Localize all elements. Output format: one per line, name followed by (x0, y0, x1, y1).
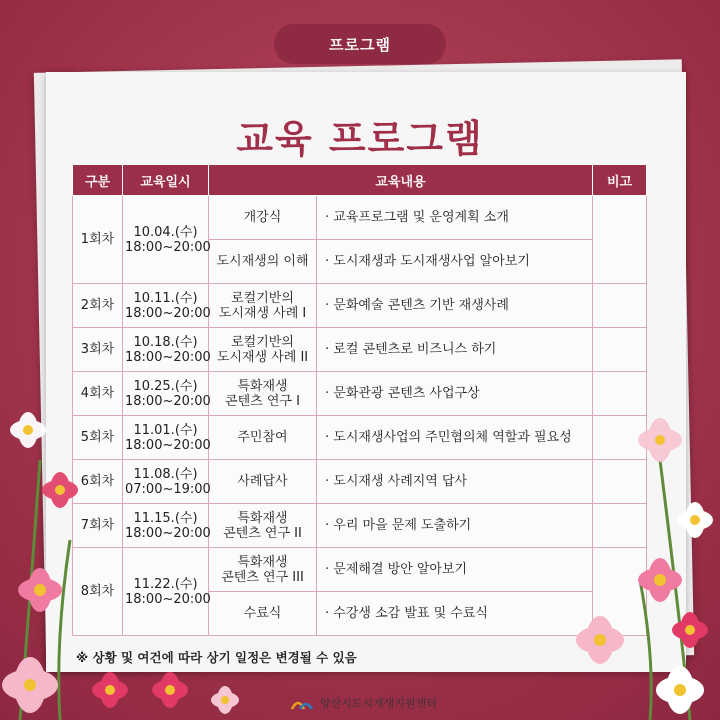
flower-decoration-right-icon (540, 400, 720, 720)
table-row (73, 328, 647, 372)
category-badge: 프로그램 (274, 24, 446, 64)
topic-cell: 수료식 (209, 592, 317, 636)
topic-cell: 주민참여 (209, 416, 317, 460)
date-cell: 11.22.(수) 18:00~20:00 (123, 548, 209, 636)
page-title: 교육 프로그램 (236, 117, 484, 161)
topic-cell: 특화재생 콘텐츠 연구 I (209, 372, 317, 416)
session-cell: 7회차 (73, 504, 123, 548)
session-cell: 2회차 (73, 284, 123, 328)
table-header-row (73, 165, 647, 196)
notice-text: ※ 상황 및 여건에 따라 상기 일정은 변경될 수 있음 (76, 650, 357, 665)
session-cell: 3회차 (73, 328, 123, 372)
session-cell: 6회차 (73, 460, 123, 504)
date-cell: 10.04.(수) 18:00~20:00 (123, 196, 209, 284)
content-cell: · 문제해결 방안 알아보기 (317, 548, 593, 592)
content-cell: · 교육프로그램 및 운영계획 소개 (317, 196, 593, 240)
header-content: 교육내용 (209, 165, 593, 196)
date-cell: 10.18.(수) 18:00~20:00 (123, 328, 209, 372)
date-cell: 11.08.(수) 07:00~19:00 (123, 460, 209, 504)
topic-cell: 도시재생의 이해 (209, 240, 317, 284)
note-cell (593, 328, 647, 372)
note-cell (593, 284, 647, 328)
table-row (73, 284, 647, 328)
note-cell (593, 196, 647, 284)
date-cell: 11.01.(수) 18:00~20:00 (123, 416, 209, 460)
topic-cell: 로컬기반의 도시재생 사례 I (209, 284, 317, 328)
date-cell: 10.25.(수) 18:00~20:00 (123, 372, 209, 416)
content-cell: · 수강생 소감 발표 및 수료식 (317, 592, 593, 636)
table-row (73, 196, 647, 240)
session-cell: 1회차 (73, 196, 123, 284)
session-cell: 5회차 (73, 416, 123, 460)
flower-decoration-bottom-icon (130, 660, 250, 720)
content-cell: · 도시재생 사례지역 답사 (317, 460, 593, 504)
topic-cell: 특화재생 콘텐츠 연구 II (209, 504, 317, 548)
content-cell: · 문화관광 콘텐츠 사업구상 (317, 372, 593, 416)
topic-cell: 특화재생 콘텐츠 연구 III (209, 548, 317, 592)
topic-cell: 로컬기반의 도시재생 사례 II (209, 328, 317, 372)
content-cell: · 로컬 콘텐츠로 비즈니스 하기 (317, 328, 593, 372)
header-date: 교육일시 (123, 165, 209, 196)
date-cell: 11.15.(수) 18:00~20:00 (123, 504, 209, 548)
session-cell: 8회차 (73, 548, 123, 636)
content-cell: · 도시재생사업의 주민협의체 역할과 필요성 (317, 416, 593, 460)
topic-cell: 개강식 (209, 196, 317, 240)
org-name: 양산시도시재생지원센터 (320, 697, 437, 710)
footer-org (290, 695, 437, 711)
flower-decoration-left-icon (0, 400, 140, 720)
header-session: 구분 (73, 165, 123, 196)
content-cell: · 우리 마을 문제 도출하기 (317, 504, 593, 548)
header-note: 비고 (593, 165, 647, 196)
topic-cell: 사례답사 (209, 460, 317, 504)
content-cell: · 문화예술 콘텐츠 기반 재생사례 (317, 284, 593, 328)
session-cell: 4회차 (73, 372, 123, 416)
date-cell: 10.11.(수) 18:00~20:00 (123, 284, 209, 328)
org-logo-icon (290, 695, 314, 711)
content-cell: · 도시재생과 도시재생사업 알아보기 (317, 240, 593, 284)
